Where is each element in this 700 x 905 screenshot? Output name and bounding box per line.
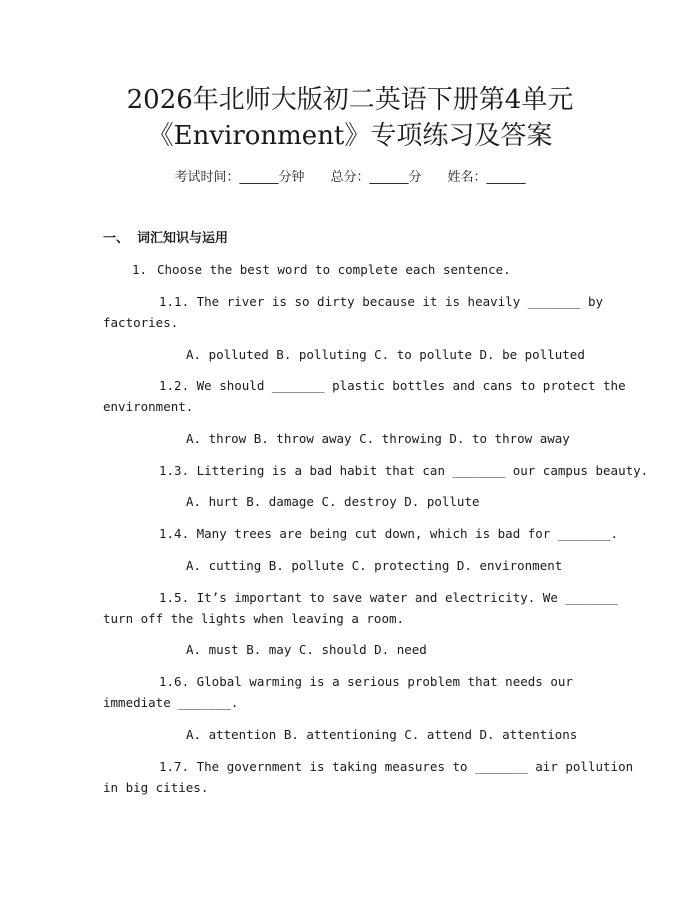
question-1-4-line-1: 1.4. Many trees are being cut down, which is bad for _______. — [159, 526, 619, 541]
section-heading — [103, 229, 228, 249]
question-1-1-line-2: factories. — [103, 315, 179, 330]
section-title: 词汇知识与运用 — [137, 231, 229, 246]
question-1-6-options: A. attention B. attentioning C. attend D. attentions — [186, 727, 578, 742]
section-number: 一、 — [103, 231, 130, 246]
student-name-field: 姓名：______ — [447, 170, 526, 185]
question-1-3-options: A. hurt B. damage C. destroy D. pollute — [186, 494, 480, 509]
question-1-6-line-1: 1.6. Global warming is a serious problem that needs our — [159, 674, 573, 689]
question-1-5-options: A. must B. may C. should D. need — [186, 642, 427, 657]
question-1-5-line-2: turn off the lights when leaving a room. — [103, 611, 405, 626]
question-1-7-line-1: 1.7. The government is taking measures to _______ air pollution — [159, 759, 634, 774]
question-1-1-options: A. polluted B. polluting C. to pollute D. be polluted — [186, 347, 585, 362]
exam-info — [0, 168, 700, 188]
instruction — [132, 260, 511, 280]
document-title-line-2: 《Environment》专项练习及答案 — [147, 121, 553, 151]
document-title-line-1: 2026年北师大版初二英语下册第4单元 — [126, 85, 574, 115]
question-1-2-line-1: 1.2. We should _______ plastic bottles and cans to protect the — [159, 378, 626, 393]
question-1-1-line-1: 1.1. The river is so dirty because it is heavily _______ by — [159, 294, 604, 309]
instruction-number: 1. — [132, 262, 148, 277]
question-1-7-line-2: in big cities. — [103, 780, 209, 795]
question-1-6-line-2: immediate _______. — [103, 695, 239, 710]
question-1-4-options: A. cutting B. pollute C. protecting D. environment — [186, 558, 563, 573]
question-1-2-line-2: environment. — [103, 399, 194, 414]
exam-time-field: 考试时间：______分钟 — [174, 170, 305, 185]
question-1-5-line-1: 1.5. It’s important to save water and electricity. We _______ — [159, 590, 619, 605]
total-score-field: 总分：______分 — [330, 170, 422, 185]
question-1-2-options: A. throw B. throw away C. throwing D. to throw away — [186, 431, 570, 446]
question-1-3-line-1: 1.3. Littering is a bad habit that can _______ our campus beauty. — [159, 463, 649, 478]
instruction-text: Choose the best word to complete each sentence. — [157, 262, 511, 277]
